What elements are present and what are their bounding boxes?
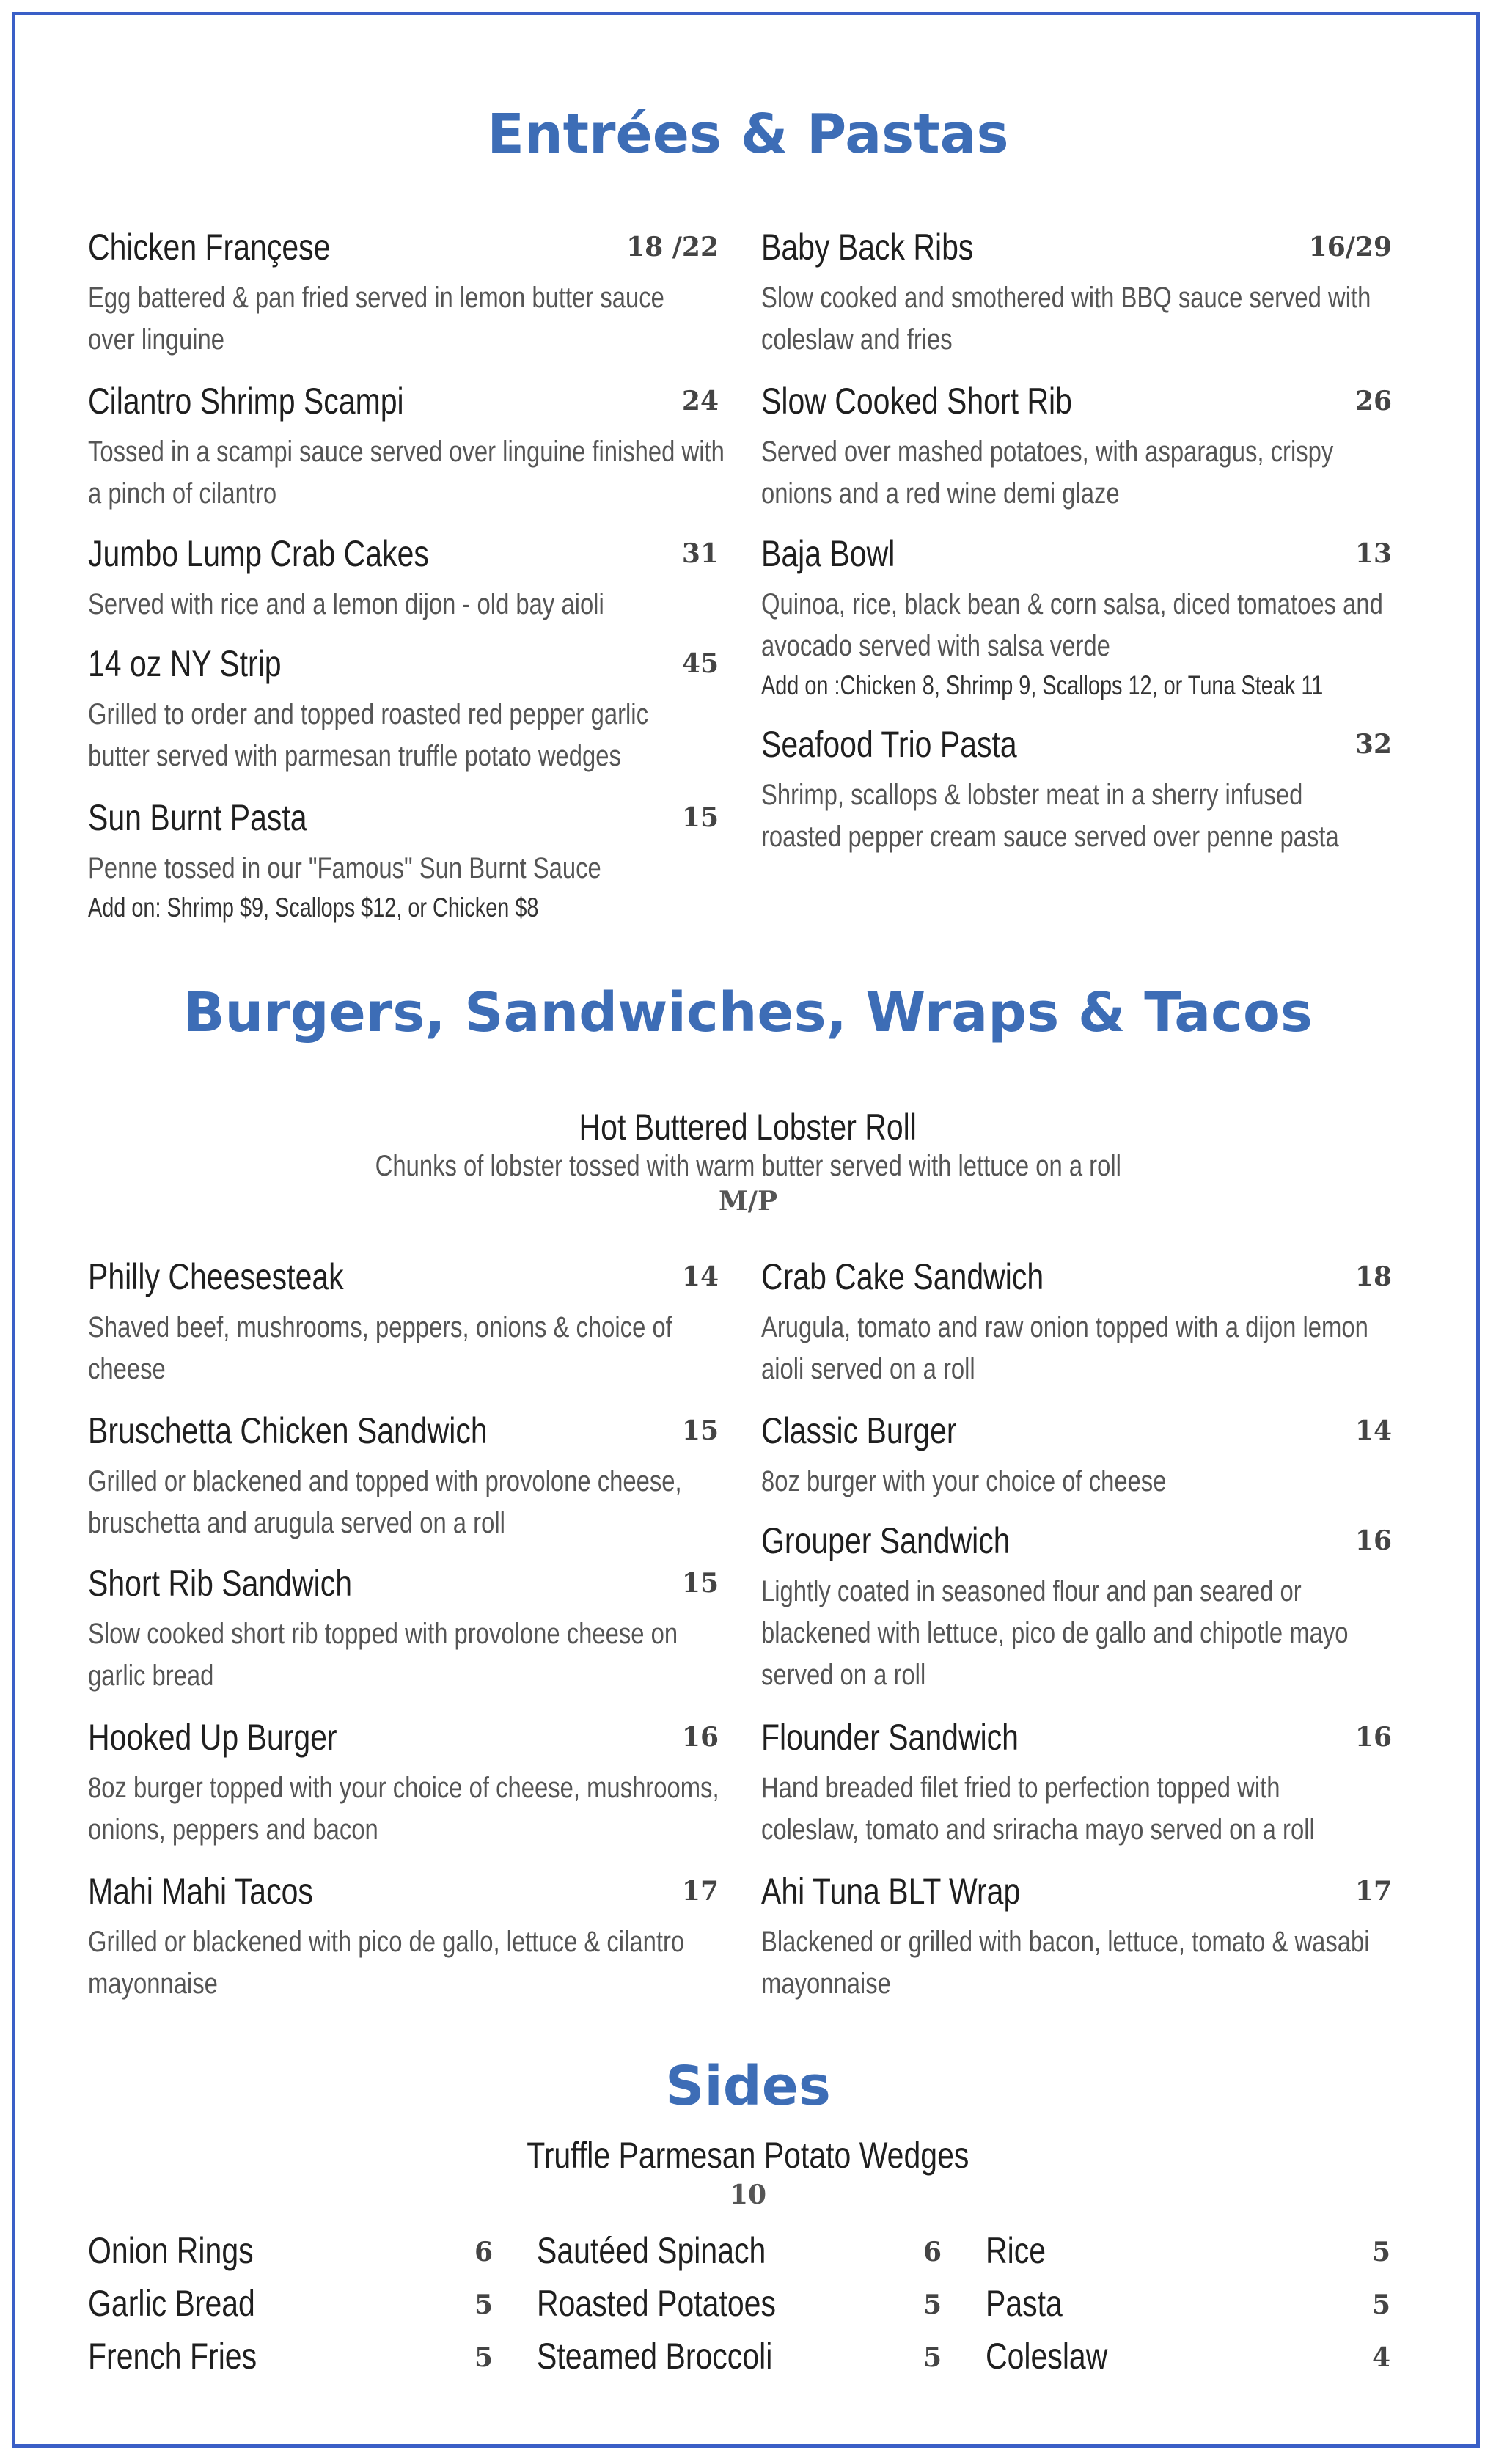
side-item-price: 5 (1371, 2237, 1390, 2267)
side-item (537, 2335, 942, 2386)
menu-item-description: Grilled or blackened with pico de gallo, lettuce & cilantro (88, 1926, 685, 1958)
menu-item (88, 1255, 719, 1390)
side-item-price: 5 (1371, 2289, 1390, 2320)
menu-item (88, 1409, 719, 1544)
menu-item-header (761, 380, 1392, 431)
menu-item (761, 380, 1392, 515)
side-item-name: Pasta (986, 2283, 1063, 2324)
menu-item-description: onions and a red wine demi glaze (761, 477, 1120, 510)
menu-item (88, 532, 719, 626)
menu-item (761, 1519, 1392, 1696)
menu-item-description: blackened with lettuce, pico de gallo and chipotle mayo (761, 1617, 1349, 1649)
menu-item-description: cheese (88, 1353, 166, 1385)
menu-item-price: 17 (1354, 1876, 1392, 1907)
menu-item-name: Ahi Tuna BLT Wrap (761, 1871, 1021, 1912)
menu-item-description: Shrimp, scallops & lobster meat in a sherry infused (761, 779, 1303, 811)
menu-item-description: avocado served with salsa verde (761, 630, 1110, 662)
menu-item (88, 1870, 719, 2005)
menu-item-header (88, 380, 719, 431)
menu-item-price: 16 (1354, 1722, 1392, 1753)
menu-item-description: coleslaw and fries (761, 323, 953, 356)
side-item (88, 2335, 493, 2386)
menu-item (761, 723, 1392, 858)
menu-item (761, 226, 1392, 361)
menu-item-description: Grilled to order and topped roasted red pepper garlic (88, 698, 648, 730)
burgers-title: Burgers, Sandwiches, Wraps & Tacos (183, 981, 1313, 1044)
menu-item-header (761, 532, 1392, 584)
menu-item-header (761, 226, 1392, 277)
menu-item-name: Baja Bowl (761, 533, 895, 574)
menu-item-header (761, 1409, 1392, 1461)
menu-item-price: 17 (681, 1876, 719, 1907)
side-item-price: 6 (923, 2237, 942, 2267)
side-item (88, 2282, 493, 2333)
side-item (986, 2282, 1390, 2333)
menu-item-price: 15 (681, 1415, 719, 1446)
entrees-title: Entrées & Pastas (487, 103, 1009, 166)
menu-item-description: Arugula, tomato and raw onion topped with a dijon lemon (761, 1311, 1368, 1343)
menu-item-description: coleslaw, tomato and sriracha mayo served on a roll (761, 1814, 1315, 1846)
side-item-name: Roasted Potatoes (537, 2283, 776, 2324)
menu-item (761, 1716, 1392, 1851)
menu-item-price: 16 (1354, 1525, 1392, 1556)
side-item-price: 4 (1371, 2342, 1390, 2373)
menu-item-description: butter served with parmesan truffle potato wedges (88, 740, 621, 772)
menu-item-price: 18 /22 (626, 232, 719, 263)
menu-item-name: Classic Burger (761, 1410, 957, 1451)
menu-item-price: 13 (1354, 538, 1392, 569)
menu-item-header (88, 1716, 719, 1767)
menu-item-header (761, 723, 1392, 774)
menu-item (88, 1562, 719, 1697)
menu-item-description: served on a roll (761, 1659, 926, 1691)
featured-item-desc: Chunks of lobster tossed with warm butter served with lettuce on a roll (375, 1150, 1121, 1182)
menu-item-description: 8oz burger topped with your choice of cheese, mushrooms, (88, 1772, 719, 1804)
menu-item-name: Jumbo Lump Crab Cakes (88, 533, 429, 574)
menu-item-name: Philly Cheesesteak (88, 1256, 344, 1297)
menu-item-price: 15 (681, 802, 719, 833)
menu-item-name: Baby Back Ribs (761, 227, 974, 268)
menu-item-name: Grouper Sandwich (761, 1520, 1011, 1561)
menu-item-addon: Add on :Chicken 8, Shrimp 9, Scallops 12, or Tuna Steak 11 (761, 670, 1324, 700)
menu-item-price: 16 (681, 1722, 719, 1753)
side-item-name: Sautéed Spinach (537, 2230, 766, 2271)
menu-item-description: Egg battered & pan fried served in lemon butter sauce (88, 282, 664, 314)
side-item-name: Rice (986, 2230, 1046, 2271)
menu-item-description: Served over mashed potatoes, with asparagus, crispy (761, 436, 1334, 468)
menu-item-header (761, 1716, 1392, 1767)
menu-item-header (761, 1255, 1392, 1307)
menu-item (88, 380, 725, 515)
menu-item-name: 14 oz NY Strip (88, 643, 282, 684)
side-item-price: 6 (474, 2237, 493, 2267)
menu-item-description: Served with rice and a lemon dijon - old bay aioli (88, 588, 604, 620)
menu-item-price: 45 (681, 648, 719, 679)
menu-item (761, 1870, 1392, 2005)
menu-item-name: Sun Burnt Pasta (88, 797, 307, 838)
menu-item-name: Seafood Trio Pasta (761, 724, 1017, 765)
menu-item-description: Hand breaded filet fried to perfection topped with (761, 1772, 1280, 1804)
menu-item-header (88, 1870, 719, 1921)
menu-item (761, 1255, 1392, 1390)
featured-item-price: M/P (718, 1186, 778, 1217)
menu-item (88, 1716, 719, 1851)
menu-item-addon: Add on: Shrimp $9, Scallops $12, or Chicken $8 (88, 892, 539, 923)
side-item (537, 2229, 942, 2281)
menu-item-description: Lightly coated in seasoned flour and pan seared or (761, 1575, 1302, 1607)
side-item-price: 5 (474, 2342, 493, 2373)
menu-item-name: Flounder Sandwich (761, 1717, 1019, 1758)
menu-item-header (88, 1409, 719, 1461)
menu-item-price: 31 (681, 538, 719, 569)
menu-item-header (88, 796, 719, 848)
side-item (537, 2282, 942, 2333)
menu-item-description: Quinoa, rice, black bean & corn salsa, diced tomatoes and (761, 588, 1383, 620)
side-item (986, 2229, 1390, 2281)
side-item-name: Onion Rings (88, 2230, 254, 2271)
sides-title: Sides (665, 2055, 831, 2118)
side-item (88, 2229, 493, 2281)
menu-item-description: roasted pepper cream sauce served over penne pasta (761, 821, 1339, 853)
menu-item-price: 26 (1354, 386, 1392, 417)
featured-item-name: Hot Buttered Lobster Roll (579, 1107, 917, 1148)
menu-item-description: aioli served on a roll (761, 1353, 975, 1385)
menu-item-price: 14 (681, 1261, 719, 1292)
menu-item-price: 15 (681, 1568, 719, 1599)
menu-item-description: 8oz burger with your choice of cheese (761, 1465, 1167, 1497)
menu-item (88, 796, 719, 926)
menu-item-description: a pinch of cilantro (88, 477, 277, 510)
menu-item-header (761, 1870, 1392, 1921)
menu-item (761, 532, 1392, 704)
menu-item (761, 1409, 1392, 1503)
side-item-name: Garlic Bread (88, 2283, 255, 2324)
menu-item-description: Blackened or grilled with bacon, lettuce, tomato & wasabi (761, 1926, 1370, 1958)
menu-item (88, 642, 719, 777)
menu-item-name: Mahi Mahi Tacos (88, 1871, 313, 1912)
menu-item-header (88, 642, 719, 694)
menu-item-price: 24 (681, 386, 719, 417)
menu-item-name: Cilantro Shrimp Scampi (88, 381, 404, 422)
menu-item-description: Slow cooked short rib topped with provolone cheese on (88, 1618, 678, 1650)
menu-item-description: Grilled or blackened and topped with provolone cheese, (88, 1465, 682, 1497)
menu-item-name: Bruschetta Chicken Sandwich (88, 1410, 488, 1451)
side-item-price: 5 (923, 2289, 942, 2320)
menu-item-name: Chicken Françese (88, 227, 331, 268)
menu-item-price: 18 (1354, 1261, 1392, 1292)
menu-item-header (761, 1519, 1392, 1571)
menu-item-name: Hooked Up Burger (88, 1717, 337, 1758)
side-item-name: Coleslaw (986, 2336, 1108, 2377)
menu-item-header (88, 1255, 719, 1307)
menu-item-header (88, 226, 719, 277)
side-item-name: Steamed Broccoli (537, 2336, 773, 2377)
side-item (986, 2335, 1390, 2386)
featured-side-price: 10 (729, 2179, 767, 2210)
side-item-price: 5 (923, 2342, 942, 2373)
menu-item-name: Slow Cooked Short Rib (761, 381, 1072, 422)
featured-side (0, 2134, 1496, 2210)
menu-item-description: Penne tossed in our "Famous" Sun Burnt Sauce (88, 852, 601, 884)
menu-item-price: 14 (1354, 1415, 1392, 1446)
featured-lobster-roll (0, 1106, 1496, 1217)
menu-item (88, 226, 719, 361)
menu-item-description: mayonnaise (88, 1968, 218, 2000)
menu-item-description: over linguine (88, 323, 224, 356)
menu-item-description: bruschetta and arugula served on a roll (88, 1507, 505, 1539)
menu-item-price: 32 (1354, 729, 1392, 760)
menu-item-description: Slow cooked and smothered with BBQ sauce served with (761, 282, 1371, 314)
menu-item-description: garlic bread (88, 1660, 214, 1692)
side-item-name: French Fries (88, 2336, 257, 2377)
featured-side-name: Truffle Parmesan Potato Wedges (527, 2135, 969, 2176)
side-item-price: 5 (474, 2289, 493, 2320)
menu-item-header (88, 1562, 719, 1613)
menu-item-description: onions, peppers and bacon (88, 1814, 378, 1846)
menu-item-description: Tossed in a scampi sauce served over linguine finished with (88, 436, 725, 468)
menu-item-description: mayonnaise (761, 1968, 891, 2000)
menu-item-price: 16/29 (1308, 232, 1392, 263)
menu-item-name: Crab Cake Sandwich (761, 1256, 1044, 1297)
menu-item-description: Shaved beef, mushrooms, peppers, onions & choice of (88, 1311, 672, 1343)
menu-item-name: Short Rib Sandwich (88, 1563, 353, 1604)
menu-item-header (88, 532, 719, 584)
